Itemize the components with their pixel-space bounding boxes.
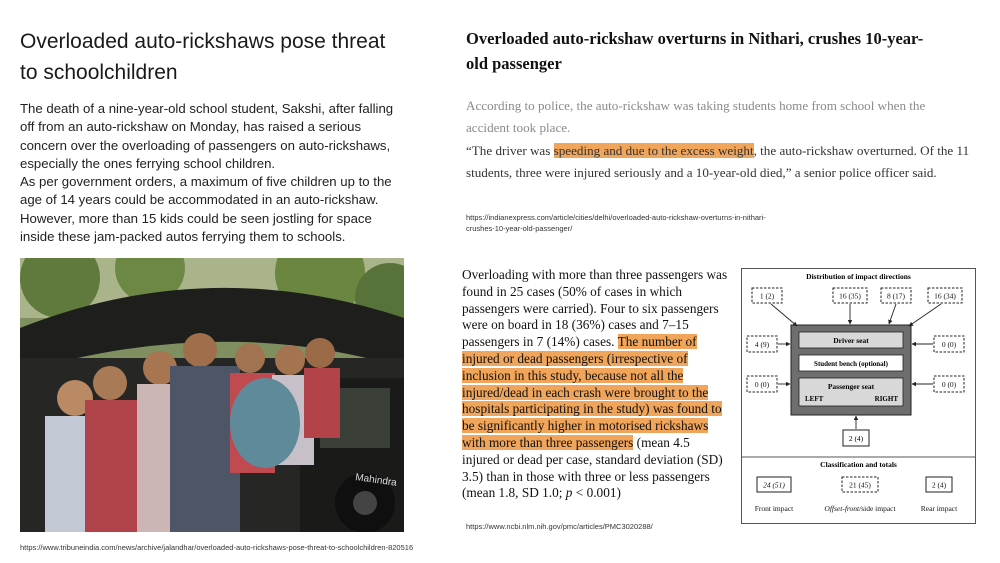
- right-article-quote: [466, 140, 971, 185]
- left-impact-value: 4 (9): [754, 340, 770, 349]
- left-impact-value: 0 (0): [754, 380, 770, 389]
- top-impact-value: 16 (34): [934, 291, 956, 301]
- right-label: RIGHT: [874, 395, 898, 403]
- front-impact-total: 24 (51): [763, 480, 785, 490]
- photo-brand-text: Mahindra: [354, 472, 398, 489]
- right-article-title: Overloaded auto-rickshaw overturns in Nithari, crushes 10-year-old passenger: [466, 29, 924, 73]
- side-impact-label: Offset-front/side impact: [824, 504, 896, 513]
- diagram-title: Distribution of impact directions: [806, 272, 911, 281]
- quote-text: “The driver was: [466, 142, 554, 158]
- impact-direction-diagram: [741, 268, 976, 524]
- right-article-url[interactable]: https://indianexpress.com/article/cities/delhi/overloaded-auto-rickshaw-overturns-in-nithari-crushes-10-year-old-passenger/: [466, 213, 766, 233]
- study-excerpt: [462, 267, 730, 502]
- left-article-title: Overloaded auto-rickshaws pose threat to schoolchildren: [20, 30, 386, 84]
- impact-diagram-svg: [741, 268, 976, 524]
- rear-impact-label: Rear impact: [920, 504, 958, 513]
- front-impact-label: Front impact: [754, 504, 794, 513]
- top-impact-value: 16 (35): [839, 291, 861, 301]
- rear-impact-value: 2 (4): [848, 434, 864, 443]
- passenger-seat-label: Passenger seat: [827, 382, 875, 391]
- study-text: (mean 4.5 injured or dead per case, standard deviation (SD) 3.5) than in those with three or less passengers (mean 1.8, SD 1.0;: [462, 434, 723, 501]
- right-impact-value: 0 (0): [941, 340, 957, 349]
- study-url[interactable]: https://www.ncbi.nlm.nih.gov/pmc/articles/PMC3020288/: [466, 522, 653, 531]
- right-article-body: [466, 95, 971, 184]
- driver-seat-label: Driver seat: [833, 336, 869, 345]
- rickshaw-photo-illustration: [20, 258, 404, 532]
- study-p-symbol: p: [565, 485, 573, 501]
- classification-title: Classification and totals: [820, 460, 897, 469]
- top-impact-value: 8 (17): [886, 291, 906, 301]
- left-article-url[interactable]: https://www.tribuneindia.com/news/archive/jalandhar/overloaded-auto-rickshaws-pose-threat-to-schoolchildren-820516: [20, 543, 414, 552]
- right-impact-value: 0 (0): [941, 380, 957, 389]
- rear-impact-total: 2 (4): [931, 480, 947, 490]
- quote-text: , the auto-rickshaw overturned. Of the 11 students, three were injured seriously and a 10-year-old died,” a senior police officer said.: [466, 142, 970, 180]
- left-article-paragraph: The death of a nine-year-old school student, Sakshi, after falling off from an auto-rickshaw on Monday, has raised a serious concern over the overloading of passengers on auto-rickshaws, especially the ones ferrying school children.: [20, 101, 394, 171]
- top-impact-value: 1 (2): [759, 291, 775, 301]
- left-article-paragraph: As per government orders, a maximum of five children up to the age of 14 years could be accommodated in an auto-rickshaw. However, more than 15 kids could be seen jostling for space inside these jam-packed autos ferrying them to schools.: [20, 174, 392, 245]
- rickshaw-photo: [20, 258, 404, 532]
- right-article-paragraph: According to police, the auto-rickshaw was taking students home from school when the accident took place.: [466, 98, 926, 136]
- student-bench-label: Student bench (optional): [814, 360, 888, 368]
- study-highlight: The number of injured or dead passengers (irrespective of inclusion in this study, because not all the injured/dead in each crash were brought to the hospitals participating in the study) was found to be significantly higher in motorised rickshaws with more than three passengers: [462, 334, 722, 450]
- quote-highlight: speeding and due to the excess weight: [553, 142, 754, 158]
- left-article-body: [20, 100, 400, 246]
- side-impact-total: 21 (45): [849, 480, 871, 490]
- study-text: < 0.001): [572, 485, 621, 501]
- study-text: Overloading with more than three passengers was found in 25 cases (50% of cases in which passengers were carried). Four to six passengers were on board in 18 (36%) cases and 7–15 passengers in 7 (14%) cases.: [462, 267, 728, 350]
- left-label: LEFT: [805, 395, 824, 403]
